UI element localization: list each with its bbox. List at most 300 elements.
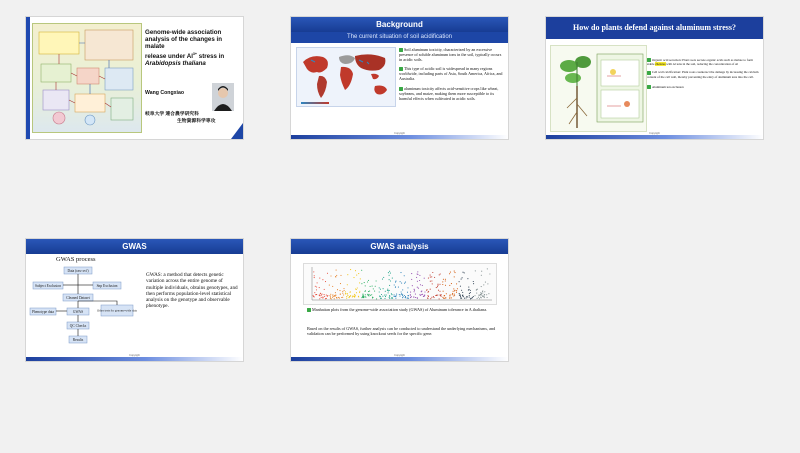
plot-point — [347, 295, 348, 296]
plot-point — [368, 295, 369, 296]
plot-point — [317, 282, 318, 283]
plot-point — [475, 270, 476, 271]
plot-point — [401, 283, 402, 284]
plot-point — [314, 292, 315, 293]
plot-point — [460, 286, 461, 287]
plot-point — [428, 278, 429, 279]
plot-point — [363, 296, 364, 297]
plot-point — [417, 281, 418, 282]
plot-point — [422, 294, 423, 295]
author-name: Wang Congxiao — [145, 90, 184, 96]
plot-point — [439, 284, 440, 285]
plot-point — [453, 288, 454, 289]
item-text: with Al ions in the soil, reducing the concentration of Al — [665, 62, 739, 67]
plot-point — [355, 295, 356, 296]
plot-point — [454, 271, 455, 272]
plot-point — [482, 296, 483, 297]
plot-point — [340, 275, 341, 276]
title-line: malate — [145, 43, 165, 51]
plot-point — [362, 295, 363, 296]
plot-point — [396, 294, 397, 295]
plot-point — [487, 268, 488, 269]
footer-text: Copyright — [129, 354, 140, 357]
plot-point — [449, 297, 450, 298]
presentation-title — [145, 29, 241, 67]
plot-point — [339, 290, 340, 291]
plot-point — [389, 295, 390, 296]
plot-point — [319, 298, 320, 299]
plot-point — [445, 285, 446, 286]
plot-point — [364, 296, 365, 297]
plot-point — [380, 298, 381, 299]
plot-point — [453, 291, 454, 292]
plot-point — [314, 275, 315, 276]
plot-point — [454, 293, 455, 294]
title-line: stress in — [197, 52, 225, 60]
plot-point — [392, 298, 393, 299]
pathway-diagram — [32, 23, 142, 133]
plot-point — [414, 291, 415, 292]
plot-point — [319, 287, 320, 288]
plot-point — [452, 294, 453, 295]
plot-point — [422, 285, 423, 286]
plot-point — [364, 291, 365, 292]
plot-point — [384, 295, 385, 296]
plot-point — [354, 296, 355, 297]
plot-point — [404, 275, 405, 276]
plot-point — [383, 288, 384, 289]
slide-title: GWAS analysis — [291, 239, 508, 254]
plot-point — [330, 298, 331, 299]
plot-point — [353, 277, 354, 278]
plot-point — [438, 290, 439, 291]
plot-point — [483, 284, 484, 285]
plot-point — [387, 289, 388, 290]
figure-caption — [307, 307, 497, 312]
plot-point — [405, 282, 406, 283]
plot-point — [389, 285, 390, 286]
plot-point — [459, 293, 460, 294]
plot-point — [461, 279, 462, 280]
plot-point — [357, 287, 358, 288]
list-item — [399, 66, 503, 81]
plot-point — [481, 286, 482, 287]
plot-point — [404, 283, 405, 284]
plot-point — [389, 275, 390, 276]
person-icon — [212, 83, 234, 111]
plot-point — [410, 295, 411, 296]
plot-point — [381, 294, 382, 295]
slide-thumbnail-5[interactable] — [291, 239, 508, 361]
plot-point — [424, 278, 425, 279]
plot-point — [480, 292, 481, 293]
plot-point — [352, 296, 353, 297]
plot-point — [416, 277, 417, 278]
slide-thumbnail-2[interactable] — [291, 17, 508, 139]
manhattan-plot — [303, 263, 497, 305]
plot-point — [369, 294, 370, 295]
plot-point — [454, 276, 455, 277]
flow-node-label: GWAS — [72, 310, 84, 314]
plot-point — [403, 296, 404, 297]
plot-point — [480, 294, 481, 295]
plot-point — [456, 292, 457, 293]
plot-point — [391, 298, 392, 299]
plot-point — [433, 296, 434, 297]
plot-point — [355, 270, 356, 271]
flow-node-label: Phenotype data — [31, 310, 55, 314]
blue-frame — [26, 17, 30, 139]
plot-point — [314, 277, 315, 278]
plot-point — [388, 290, 389, 291]
plot-point — [322, 279, 323, 280]
plot-point — [405, 297, 406, 298]
plot-point — [400, 272, 401, 273]
plot-point — [330, 296, 331, 297]
title-line: analysis of the changes in — [145, 36, 223, 44]
plot-point — [367, 294, 368, 295]
plot-point — [461, 290, 462, 291]
list-item — [647, 70, 759, 78]
plot-point — [460, 298, 461, 299]
plot-point — [481, 293, 482, 294]
plot-point — [469, 293, 470, 294]
plot-point — [358, 296, 359, 297]
plot-point — [347, 284, 348, 285]
plot-point — [407, 287, 408, 288]
plot-point — [319, 278, 320, 279]
plot-point — [330, 275, 331, 276]
plot-point — [368, 280, 369, 281]
plot-point — [484, 297, 485, 298]
flow-node-label: Snp Exclusion — [96, 284, 118, 288]
plot-point — [401, 291, 402, 292]
plot-point — [342, 291, 343, 292]
plot-point — [404, 295, 405, 296]
plot-point — [445, 297, 446, 298]
plot-point — [411, 296, 412, 297]
plot-point — [480, 297, 481, 298]
title-superscript: 3+ — [192, 51, 198, 56]
world-map — [296, 47, 396, 107]
plot-point — [423, 296, 424, 297]
caption-text: Manhattan plots from the genome-wide association study (GWAS) of Aluminum tolerance in A.thaliana. — [312, 307, 488, 312]
plot-point — [316, 286, 317, 287]
plot-point — [402, 294, 403, 295]
plot-point — [451, 297, 452, 298]
plot-point — [390, 280, 391, 281]
plot-point — [449, 273, 450, 274]
plot-point — [411, 279, 412, 280]
plot-point — [432, 272, 433, 273]
plot-point — [417, 273, 418, 274]
plot-point — [407, 292, 408, 293]
plot-point — [467, 278, 468, 279]
plot-point — [353, 296, 354, 297]
plot-point — [395, 298, 396, 299]
plot-point — [336, 270, 337, 271]
plot-point — [441, 296, 442, 297]
title-line: Genome-wide association — [145, 29, 222, 36]
plot-point — [477, 298, 478, 299]
plot-point — [476, 290, 477, 291]
bullet-text: Soil aluminum toxicity, characterized by an excessive presence of soluble aluminum ions in the soil, typically occurs in acidic soils. — [399, 47, 502, 63]
plot-point — [462, 277, 463, 278]
slide-thumbnail-4[interactable] — [26, 239, 243, 361]
plot-point — [402, 297, 403, 298]
plot-point — [430, 289, 431, 290]
plot-point — [343, 294, 344, 295]
plot-point — [489, 273, 490, 274]
slide-thumbnail-1[interactable] — [26, 17, 243, 139]
plot-point — [385, 291, 386, 292]
plot-point — [389, 271, 390, 272]
plot-point — [371, 294, 372, 295]
plot-point — [460, 296, 461, 297]
plot-point — [482, 290, 483, 291]
plot-point — [473, 281, 474, 282]
plot-point — [321, 294, 322, 295]
plot-point — [389, 298, 390, 299]
plot-point — [434, 277, 435, 278]
plot-point — [332, 297, 333, 298]
plot-point — [407, 295, 408, 296]
plot-point — [316, 294, 317, 295]
plot-point — [473, 296, 474, 297]
plot-point — [347, 293, 348, 294]
plot-point — [388, 272, 389, 273]
plot-point — [449, 285, 450, 286]
gwas-flowchart — [29, 263, 139, 353]
plot-point — [320, 293, 321, 294]
plot-point — [427, 298, 428, 299]
plot-point — [424, 291, 425, 292]
plot-point — [342, 293, 343, 294]
affiliation-line: 生物資源科学専攻 — [177, 118, 216, 124]
plot-point — [361, 270, 362, 271]
plot-point — [359, 291, 360, 292]
plot-point — [390, 273, 391, 274]
plot-point — [332, 295, 333, 296]
plot-point — [469, 289, 470, 290]
plot-point — [418, 288, 419, 289]
plot-point — [462, 295, 463, 296]
plot-point — [468, 287, 469, 288]
plot-point — [415, 294, 416, 295]
plot-point — [392, 278, 393, 279]
plot-point — [449, 295, 450, 296]
footer-text: Copyright — [394, 132, 405, 135]
plot-point — [459, 281, 460, 282]
plot-point — [479, 298, 480, 299]
plot-point — [330, 294, 331, 295]
plot-point — [341, 297, 342, 298]
plot-point — [370, 295, 371, 296]
plot-point — [432, 283, 433, 284]
plot-point — [313, 295, 314, 296]
plot-point — [420, 295, 421, 296]
plot-point — [431, 280, 432, 281]
bullet-text: aluminum toxicity affects acid-sensitive crops like wheat, soybeans, and maize, making them more susceptible to its harmful effects when cultivated in acidic soils. — [399, 85, 499, 101]
plot-point — [449, 298, 450, 299]
plot-point — [454, 272, 455, 273]
plot-point — [439, 298, 440, 299]
analysis-paragraph: Based on the results of GWAS, further analysis can be conducted to understand the underlying mechanisms, and validation can be performed by using knockout seeds for the specific gene. — [307, 326, 496, 337]
list-item — [647, 85, 759, 89]
footer-bar — [546, 135, 763, 139]
footer-bar — [26, 357, 243, 361]
plot-point — [426, 290, 427, 291]
plot-point — [437, 294, 438, 295]
plot-point — [452, 293, 453, 294]
plot-point — [401, 294, 402, 295]
checkbox-icon — [647, 85, 651, 89]
plot-point — [356, 275, 357, 276]
plot-point — [470, 292, 471, 293]
plot-point — [470, 298, 471, 299]
plot-point — [443, 291, 444, 292]
plot-point — [417, 287, 418, 288]
plot-point — [442, 281, 443, 282]
plot-point — [481, 271, 482, 272]
plot-point — [385, 296, 386, 297]
plot-point — [384, 298, 385, 299]
plot-point — [430, 281, 431, 282]
plot-point — [380, 289, 381, 290]
highlighted-text: chelates — [655, 62, 666, 67]
plot-point — [380, 296, 381, 297]
plot-point — [349, 297, 350, 298]
plot-point — [437, 286, 438, 287]
plot-point — [453, 295, 454, 296]
plot-point — [478, 297, 479, 298]
plot-point — [374, 291, 375, 292]
plot-point — [345, 291, 346, 292]
plot-point — [410, 297, 411, 298]
plot-point — [324, 294, 325, 295]
plot-point — [335, 292, 336, 293]
plot-point — [382, 296, 383, 297]
plot-point — [454, 290, 455, 291]
slide-title: GWAS — [26, 239, 243, 254]
plot-point — [394, 296, 395, 297]
plot-point — [473, 283, 474, 284]
plot-point — [324, 296, 325, 297]
plot-point — [421, 291, 422, 292]
plot-axes — [312, 267, 492, 300]
plot-point — [333, 296, 334, 297]
plot-point — [466, 297, 467, 298]
plot-point — [430, 277, 431, 278]
plot-point — [417, 271, 418, 272]
list-item — [647, 58, 759, 66]
plot-point — [350, 269, 351, 270]
plot-point — [394, 284, 395, 285]
plot-point — [359, 282, 360, 283]
plot-point — [394, 294, 395, 295]
plot-point — [365, 294, 366, 295]
plot-point — [370, 286, 371, 287]
plot-point — [462, 272, 463, 273]
plot-point — [430, 298, 431, 299]
plot-point — [391, 293, 392, 294]
gwas-description: GWAS: a method that detects genetic variation across the entire genome of multiple individuals, obtains genotypes, and then performs population-level statistical analysis on the genotype and observable phenotype. — [146, 272, 238, 310]
plot-point — [476, 293, 477, 294]
plot-point — [399, 296, 400, 297]
plot-point — [419, 280, 420, 281]
world-map-graphic — [297, 48, 395, 106]
species-name: Arabidopsis thaliana — [145, 59, 206, 67]
plot-point — [369, 291, 370, 292]
plot-point — [334, 298, 335, 299]
plot-point — [365, 285, 366, 286]
plot-point — [337, 289, 338, 290]
plot-point — [356, 292, 357, 293]
plot-point — [469, 297, 470, 298]
list-item — [399, 86, 503, 101]
plot-point — [349, 296, 350, 297]
plot-point — [420, 284, 421, 285]
plot-point — [382, 279, 383, 280]
plot-point — [441, 294, 442, 295]
plot-point — [402, 289, 403, 290]
plot-point — [396, 295, 397, 296]
bullet-list — [399, 47, 503, 105]
plot-point — [361, 283, 362, 284]
plot-point — [450, 272, 451, 273]
plot-point — [443, 279, 444, 280]
plot-point — [445, 280, 446, 281]
plot-point — [470, 290, 471, 291]
slide-title: Background — [291, 17, 508, 32]
plot-point — [387, 290, 388, 291]
plot-point — [316, 289, 317, 290]
plot-point — [440, 273, 441, 274]
footer-bar — [291, 357, 508, 361]
plot-point — [419, 275, 420, 276]
plot-point — [399, 294, 400, 295]
plot-point — [474, 295, 475, 296]
plot-point — [446, 293, 447, 294]
plot-point — [339, 298, 340, 299]
plot-point — [400, 281, 401, 282]
plot-point — [437, 284, 438, 285]
item-text: Cell wall calcification: Plant roots counteract the damage by increasing the calcium content of the cell wall, thereby preventing the entry of aluminum ions into the cell. — [647, 70, 759, 79]
plot-point — [481, 275, 482, 276]
flow-node-label: Cleaned Dataset — [66, 296, 90, 300]
plot-point — [327, 273, 328, 274]
plot-point — [488, 293, 489, 294]
slide-thumbnail-3[interactable] — [546, 17, 763, 139]
plot-point — [321, 295, 322, 296]
plot-point — [464, 298, 465, 299]
plot-point — [462, 292, 463, 293]
plant-root-graphic — [551, 46, 646, 131]
plot-point — [486, 294, 487, 295]
plot-point — [355, 288, 356, 289]
plot-point — [484, 291, 485, 292]
flow-node-label: Subject Exclusion — [34, 284, 62, 288]
plot-point — [372, 286, 373, 287]
plot-point — [393, 296, 394, 297]
plot-point — [481, 294, 482, 295]
plot-point — [479, 295, 480, 296]
plot-point — [388, 292, 389, 293]
manhattan-plot-graphic — [304, 264, 496, 304]
plot-point — [445, 279, 446, 280]
pathway-diagram-graphic — [33, 24, 141, 132]
plot-point — [463, 296, 464, 297]
